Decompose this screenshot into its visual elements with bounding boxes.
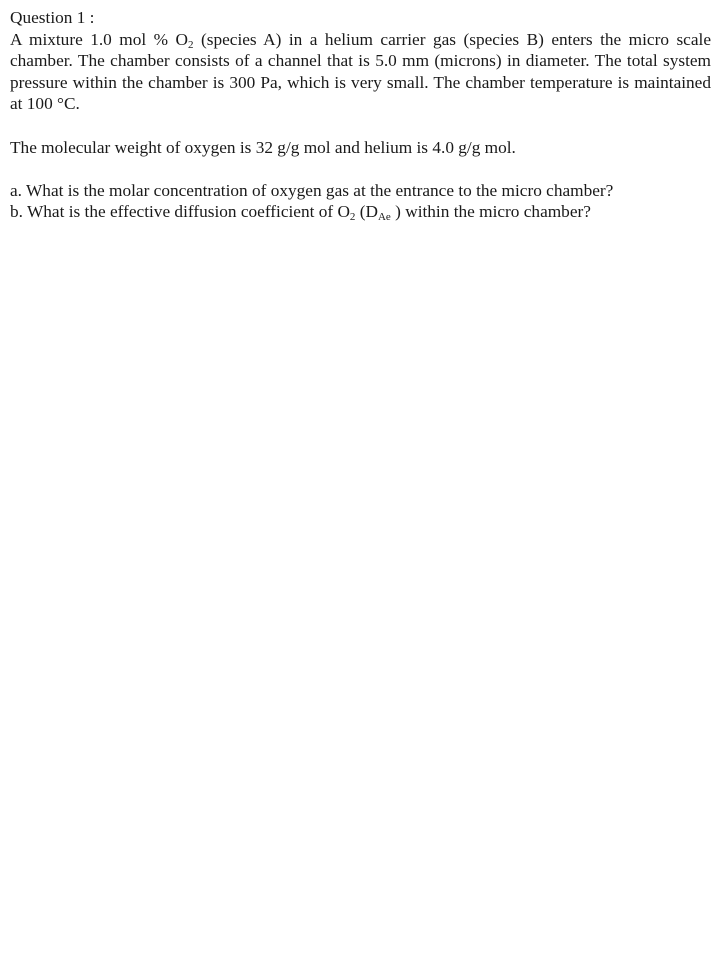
part-b-text-2: (D	[355, 202, 378, 222]
paragraph-spacer	[10, 158, 711, 180]
molecular-weight-statement: The molecular weight of oxygen is 32 g/g mol and helium is 4.0 g/g mol.	[10, 137, 516, 157]
subscript-2: 2	[349, 211, 356, 224]
subscript-ae: Ae	[377, 211, 391, 224]
part-a-question: a. What is the molar concentration of oxygen gas at the entrance to the micro chamber?	[10, 180, 614, 200]
subscript-2: 2	[188, 38, 194, 51]
paragraph-spacer	[10, 115, 711, 137]
problem-statement	[10, 29, 711, 115]
part-b-question	[10, 201, 711, 223]
document-page	[10, 7, 711, 223]
part-b-text-1: b. What is the effective diffusion coefficient of O	[10, 202, 350, 222]
problem-text-1: A mixture 1.0 mol % O	[10, 29, 189, 49]
part-b-text-3: ) within the micro chamber?	[390, 202, 591, 222]
problem-text-2: (species A) in a helium carrier gas (species B) enters the micro scale chamber. The chamber consists of a channel that is 5.0 mm (microns) in diameter. The total system pressure within the chamber is 300 Pa, which is very small. The chamber temperature is maintained at 100 °C.	[10, 29, 711, 114]
question-heading: Question 1 :	[10, 8, 95, 27]
